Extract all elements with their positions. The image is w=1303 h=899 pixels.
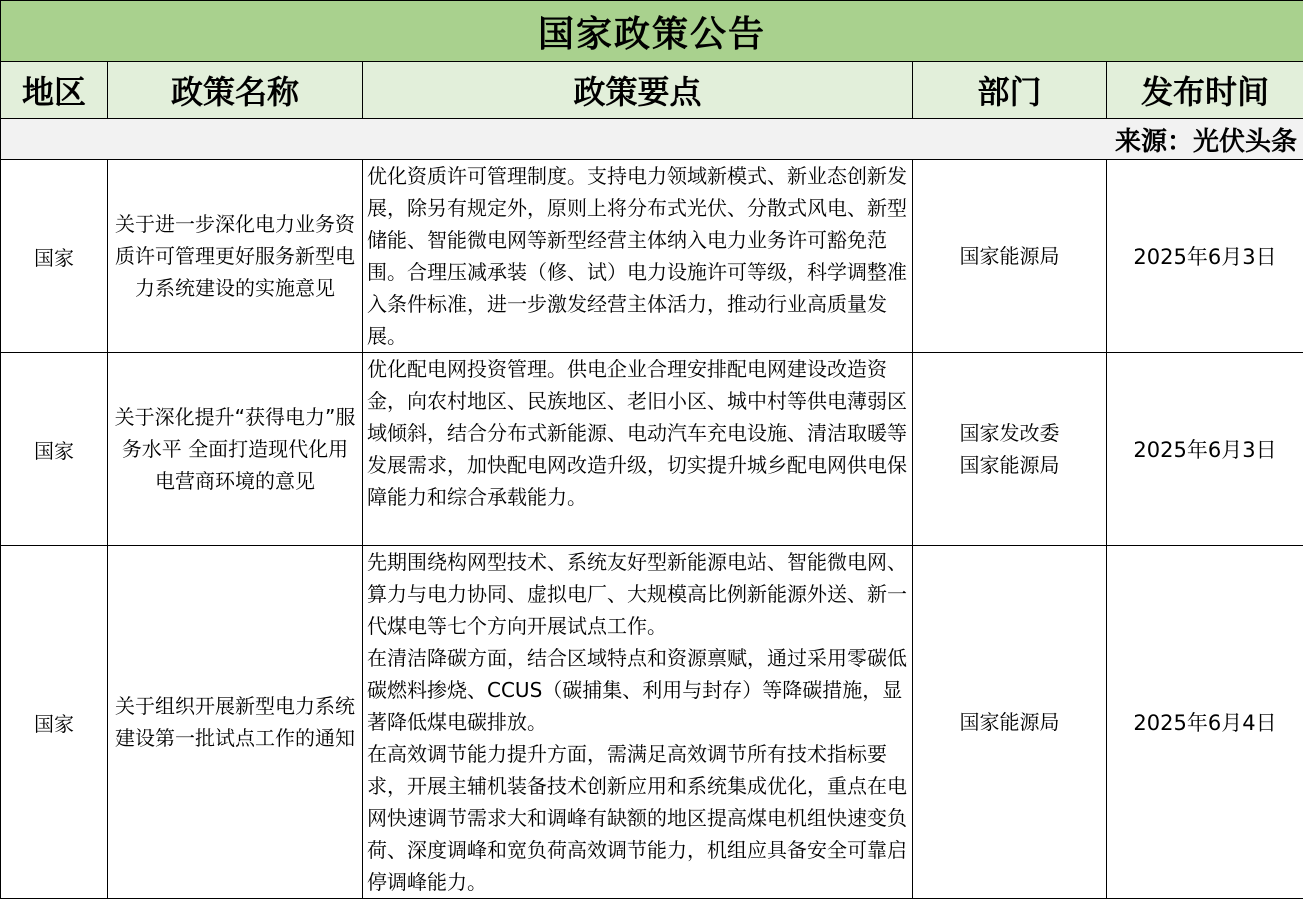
policy-point: 在清洁降碳方面，结合区域特点和资源禀赋，通过采用零碳低碳燃料掺烧、CCUS（碳捕集、利用与封存）等降碳措施，显著降低煤电碳排放。 [367,642,908,738]
cell-policy-name: 关于进一步深化电力业务资质许可管理更好服务新型电力系统建设的实施意见 [108,160,363,353]
cell-department [913,546,1107,899]
table-row [1,353,1303,546]
policy-point: 优化资质许可管理制度。支持电力领域新模式、新业态创新发展，除另有规定外，原则上将分布式光伏、分散式风电、新型储能、智能微电网等新型经营主体纳入电力业务许可豁免范围。合理压减承装（修、试）电力设施许可等级，科学调整准入条件标准，进一步激发经营主体活力，推动行业高质量发展。 [367,160,908,352]
cell-region: 国家 [1,353,108,546]
cell-policy-points [363,546,913,899]
table-title: 国家政策公告 [1,1,1303,62]
cell-region: 国家 [1,546,108,899]
header-policy-points: 政策要点 [363,62,913,119]
cell-department [913,160,1107,353]
table-row [1,160,1303,353]
cell-region: 国家 [1,160,108,353]
policy-point: 优化配电网投资管理。供电企业合理安排配电网建设改造资金，向农村地区、民族地区、老旧小区、城中村等供电薄弱区域倾斜，结合分布式新能源、电动汽车充电设施、清洁取暖等发展需求，加快配电网改造升级，切实提升城乡配电网供电保障能力和综合承载能力。 [367,353,908,513]
cell-release-date: 2025年6月3日 [1107,160,1303,353]
table-row [1,546,1303,899]
cell-policy-name: 关于组织开展新型电力系统建设第一批试点工作的通知 [108,546,363,899]
department-name: 国家能源局 [913,449,1106,481]
header-department: 部门 [913,62,1107,119]
cell-policy-name: 关于深化提升“获得电力”服务水平 全面打造现代化用电营商环境的意见 [108,353,363,546]
header-region: 地区 [1,62,108,119]
cell-release-date: 2025年6月3日 [1107,353,1303,546]
cell-policy-points [363,353,913,546]
policy-point: 先期围绕构网型技术、系统友好型新能源电站、智能微电网、算力与电力协同、虚拟电厂、大规模高比例新能源外送、新一代煤电等七个方向开展试点工作。 [367,546,908,642]
department-name: 国家能源局 [913,240,1106,272]
cell-department [913,353,1107,546]
policy-point: 在高效调节能力提升方面，需满足高效调节所有技术指标要求，开展主辅机装备技术创新应用和系统集成优化，重点在电网快速调节需求大和调峰有缺额的地区提高煤电机组快速变负荷、深度调峰和宽负荷高效调节能力，机组应具备安全可靠启停调峰能力。 [367,738,908,898]
header-policy-name: 政策名称 [108,62,363,119]
source-label: 来源：光伏头条 [1,119,1303,160]
cell-policy-points [363,160,913,353]
cell-release-date: 2025年6月4日 [1107,546,1303,899]
header-release-date: 发布时间 [1107,62,1303,119]
department-name: 国家能源局 [913,706,1106,738]
department-name: 国家发改委 [913,417,1106,449]
